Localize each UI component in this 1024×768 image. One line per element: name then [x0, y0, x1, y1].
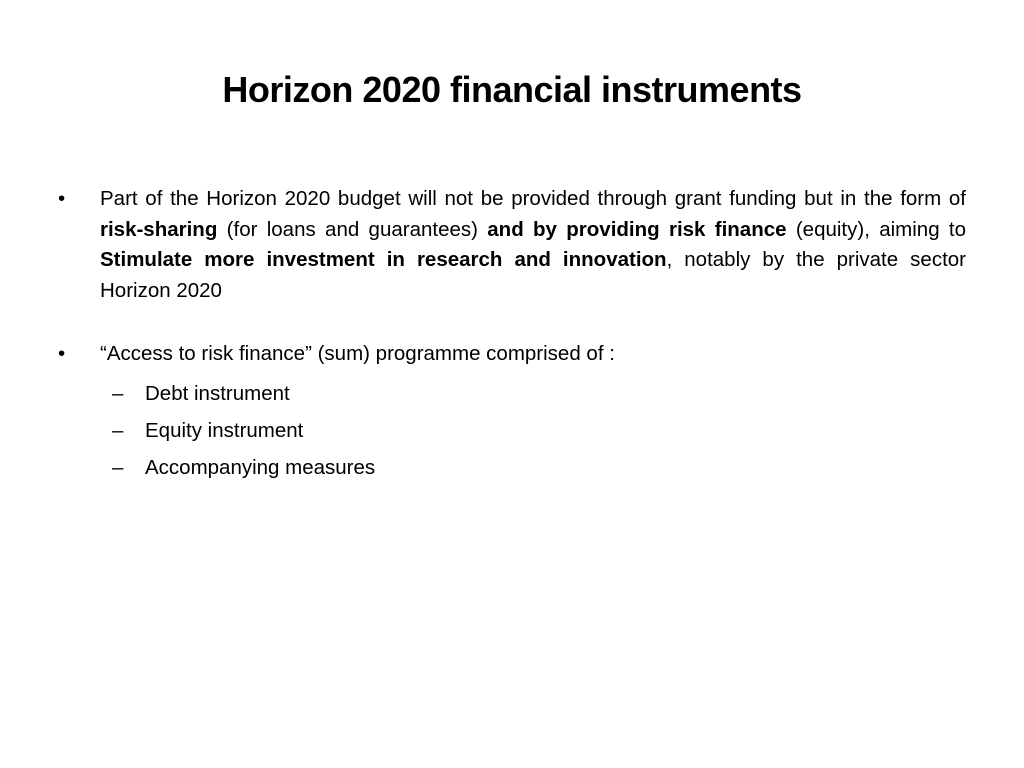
sub-item-label: Equity instrument: [145, 418, 304, 442]
sub-item-label: Debt instrument: [145, 381, 290, 405]
bullet-text-part: Part of the Horizon 2020 budget will not be provided through grant funding but in the form of: [100, 187, 966, 210]
slide-content: [56, 184, 966, 486]
bold-stimulate-investment: Stimulate more investment in research and innovation: [100, 248, 667, 271]
bullet-icon: •: [58, 187, 66, 210]
dash-icon: –: [112, 418, 124, 442]
bullet-text-part: , notably by the private sector Horizon 2020: [100, 248, 966, 302]
sub-list: [100, 375, 966, 486]
bullet-icon: •: [58, 342, 66, 365]
bold-risk-finance: and by providing risk finance: [487, 217, 787, 241]
bullet-item-1: [56, 184, 966, 306]
slide-title: Horizon 2020 financial instruments: [222, 69, 802, 110]
bold-risk-sharing: risk-sharing: [100, 217, 218, 241]
bullet-text-part: (for loans and guarantees): [217, 217, 488, 241]
bullet-text: “Access to risk finance” (sum) programme comprised of :: [100, 342, 615, 365]
sub-item-debt: [100, 375, 966, 412]
dash-icon: –: [112, 381, 124, 405]
sub-item-equity: [100, 412, 966, 449]
dash-icon: –: [112, 455, 124, 479]
bullet-text-part: (equity), aiming to: [786, 217, 966, 241]
sub-item-accompanying: [100, 449, 966, 486]
bullet-text: [100, 184, 966, 306]
bullet-item-2: [56, 339, 966, 486]
sub-item-label: Accompanying measures: [145, 455, 376, 479]
